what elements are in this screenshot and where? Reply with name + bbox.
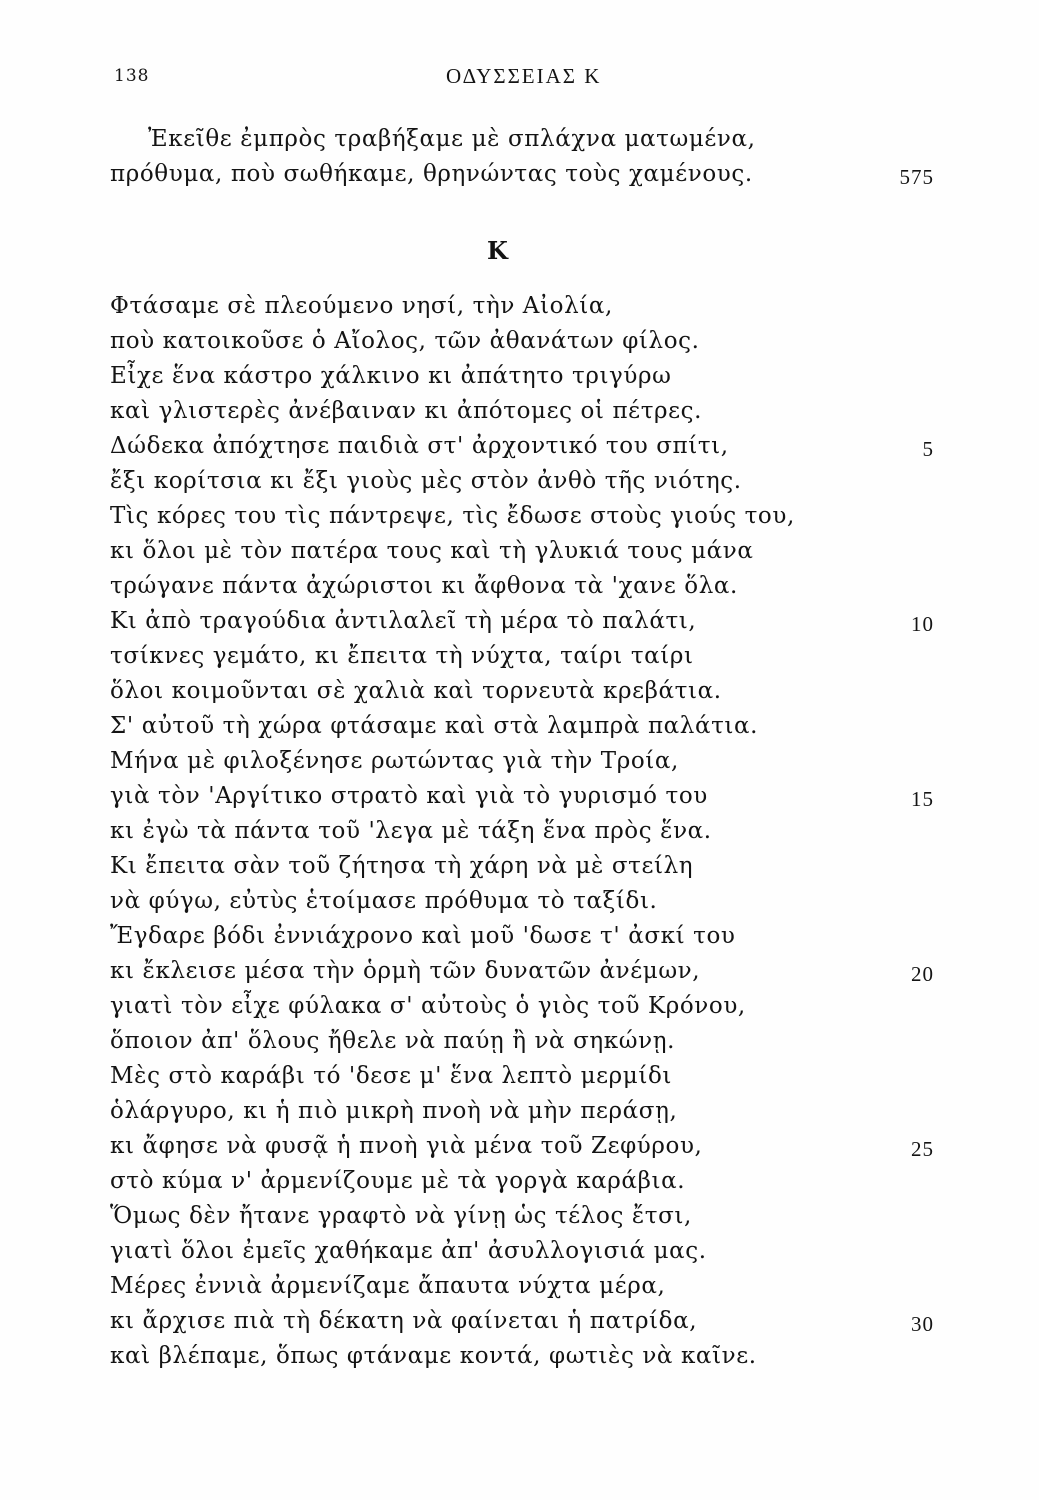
verse-line	[0, 126, 1039, 160]
verse-text: ὅποιον ἀπ' ὅλους ἤθελε νὰ παύῃ ἢ νὰ σηκώνῃ.	[110, 1028, 675, 1054]
line-number: 5	[922, 437, 934, 461]
verse-text: κι ἄφησε νὰ φυσᾷ ἡ πνοὴ γιὰ μένα τοῦ Ζεφύρου,	[110, 1133, 703, 1159]
verse-line	[0, 888, 1039, 922]
running-title: ΟΔΥΣΣΕΙΑΣ Κ	[446, 64, 602, 88]
verse-text: Ὅμως δὲν ἤτανε γραφτὸ νὰ γίνῃ ὡς τέλος ἔτσι,	[110, 1203, 692, 1229]
verse-text: νὰ φύγω, εὐτὺς ἑτοίμασε πρόθυμα τὸ ταξίδι.	[110, 888, 658, 914]
line-number: 575	[899, 165, 934, 189]
verse-text: Δώδεκα ἀπόχτησε παιδιὰ στ' ἀρχοντικό του σπίτι,	[110, 433, 729, 459]
verse-line	[0, 468, 1039, 502]
verse-text: γιατὶ ὅλοι ἐμεῖς χαθήκαμε ἀπ' ἀσυλλογισιά μας.	[110, 1238, 707, 1264]
verse-text: Μέρες ἐννιὰ ἀρμενίζαμε ἄπαυτα νύχτα μέρα,	[110, 1273, 666, 1299]
verse-text: Κι ἀπὸ τραγούδια ἀντιλαλεῖ τὴ μέρα τὸ παλάτι,	[110, 608, 697, 634]
verse-line	[0, 398, 1039, 432]
verse-line	[0, 1238, 1039, 1272]
verse-line	[0, 1203, 1039, 1237]
verse-line	[0, 923, 1039, 957]
verse-line	[0, 161, 1039, 195]
verse-text: κι ἄρχισε πιὰ τὴ δέκατη νὰ φαίνεται ἡ πατρίδα,	[110, 1308, 698, 1334]
verse-line	[0, 748, 1039, 782]
verse-text: Μὲς στὸ καράβι τό 'δεσε μ' ἕνα λεπτὸ μερμίδι	[110, 1063, 673, 1089]
verse-text: Εἶχε ἕνα κάστρο χάλκινο κι ἀπάτητο τριγύρω	[110, 363, 672, 389]
verse-line	[0, 1133, 1039, 1167]
verse-text: γιατὶ τὸν εἶχε φύλακα σ' αὐτοὺς ὁ γιὸς τοῦ Κρόνου,	[110, 993, 746, 1019]
verse-text: Σ' αὐτοῦ τὴ χώρα φτάσαμε καὶ στὰ λαμπρὰ παλάτια.	[110, 713, 759, 739]
verse-line	[0, 958, 1039, 992]
verse-line	[0, 993, 1039, 1027]
verse-line	[0, 293, 1039, 327]
verse-text: Ἐκεῖθε ἐμπρὸς τραβήξαμε μὲ σπλάχνα ματωμένα,	[148, 126, 756, 152]
verse-line	[0, 1343, 1039, 1377]
verse-text: Φτάσαμε σὲ πλεούμενο νησί, τὴν Αἰολία,	[110, 293, 613, 319]
verse-text: καὶ βλέπαμε, ὅπως φτάναμε κοντά, φωτιὲς νὰ καῖνε.	[110, 1343, 757, 1369]
verse-line	[0, 608, 1039, 642]
verse-line	[0, 1308, 1039, 1342]
verse-text: τρώγανε πάντα ἀχώριστοι κι ἄφθονα τὰ 'χανε ὅλα.	[110, 573, 738, 599]
line-number: 25	[911, 1137, 934, 1161]
running-head	[0, 62, 1039, 92]
verse-text: ὅλοι κοιμοῦνται σὲ χαλιὰ καὶ τορνευτὰ κρεβάτια.	[110, 678, 722, 704]
verse-text: Τὶς κόρες του τὶς πάντρεψε, τὶς ἔδωσε στοὺς γιούς του,	[110, 503, 795, 529]
verse-line	[0, 1063, 1039, 1097]
verse-line	[0, 573, 1039, 607]
line-number: 30	[911, 1312, 934, 1336]
verse-line	[0, 1098, 1039, 1132]
verse-text: Ἔγδαρε βόδι ἐννιάχρονο καὶ μοῦ 'δωσε τ' ἀσκί του	[110, 923, 736, 949]
verse-line	[0, 433, 1039, 467]
verse-line	[0, 538, 1039, 572]
line-number: 15	[911, 787, 934, 811]
verse-text: ἔξι κορίτσια κι ἔξι γιοὺς μὲς στὸν ἀνθὸ τῆς νιότης.	[110, 468, 742, 494]
verse-text: κι ἔκλεισε μέσα τὴν ὁρμὴ τῶν δυνατῶν ἀνέμων,	[110, 958, 701, 984]
verse-line	[0, 1273, 1039, 1307]
verse-line	[0, 818, 1039, 852]
verse-line	[0, 713, 1039, 747]
verse-text: ὁλάργυρο, κι ἡ πιὸ μικρὴ πνοὴ νὰ μὴν περάσῃ,	[110, 1098, 678, 1124]
section-heading: Κ	[487, 236, 508, 265]
line-number: 20	[911, 962, 934, 986]
verse-line	[0, 643, 1039, 677]
verse-text: τσίκνες γεμάτο, κι ἔπειτα τὴ νύχτα, ταίρι ταίρι	[110, 643, 694, 669]
verse-text: Μήνα μὲ φιλοξένησε ρωτώντας γιὰ τὴν Τροία,	[110, 748, 679, 774]
verse-text: κι ὅλοι μὲ τὸν πατέρα τους καὶ τὴ γλυκιά τους μάνα	[110, 538, 754, 564]
verse-text: ποὺ κατοικοῦσε ὁ Αἴολος, τῶν ἀθανάτων φίλος.	[110, 328, 700, 354]
verse-line	[0, 853, 1039, 887]
verse-line	[0, 328, 1039, 362]
verse-line	[0, 1168, 1039, 1202]
line-number: 10	[911, 612, 934, 636]
verse-line	[0, 1028, 1039, 1062]
verse-text: καὶ γλιστερὲς ἀνέβαιναν κι ἀπότομες οἱ πέτρες.	[110, 398, 703, 424]
verse-line	[0, 503, 1039, 537]
verse-text: στὸ κύμα ν' ἀρμενίζουμε μὲ τὰ γοργὰ καράβια.	[110, 1168, 686, 1194]
verse-text: γιὰ τὸν 'Αργίτικο στρατὸ καὶ γιὰ τὸ γυρισμό του	[110, 783, 708, 809]
verse-line	[0, 363, 1039, 397]
verse-line	[0, 678, 1039, 712]
verse-text: πρόθυμα, ποὺ σωθήκαμε, θρηνώντας τοὺς χαμένους.	[110, 161, 753, 187]
verse-line	[0, 783, 1039, 817]
verse-text: Κι ἔπειτα σὰν τοῦ ζήτησα τὴ χάρη νὰ μὲ στείλη	[110, 853, 694, 879]
verse-text: κι ἐγὼ τὰ πάντα τοῦ 'λεγα μὲ τάξη ἕνα πρὸς ἕνα.	[110, 818, 712, 844]
page-number: 138	[114, 66, 150, 86]
